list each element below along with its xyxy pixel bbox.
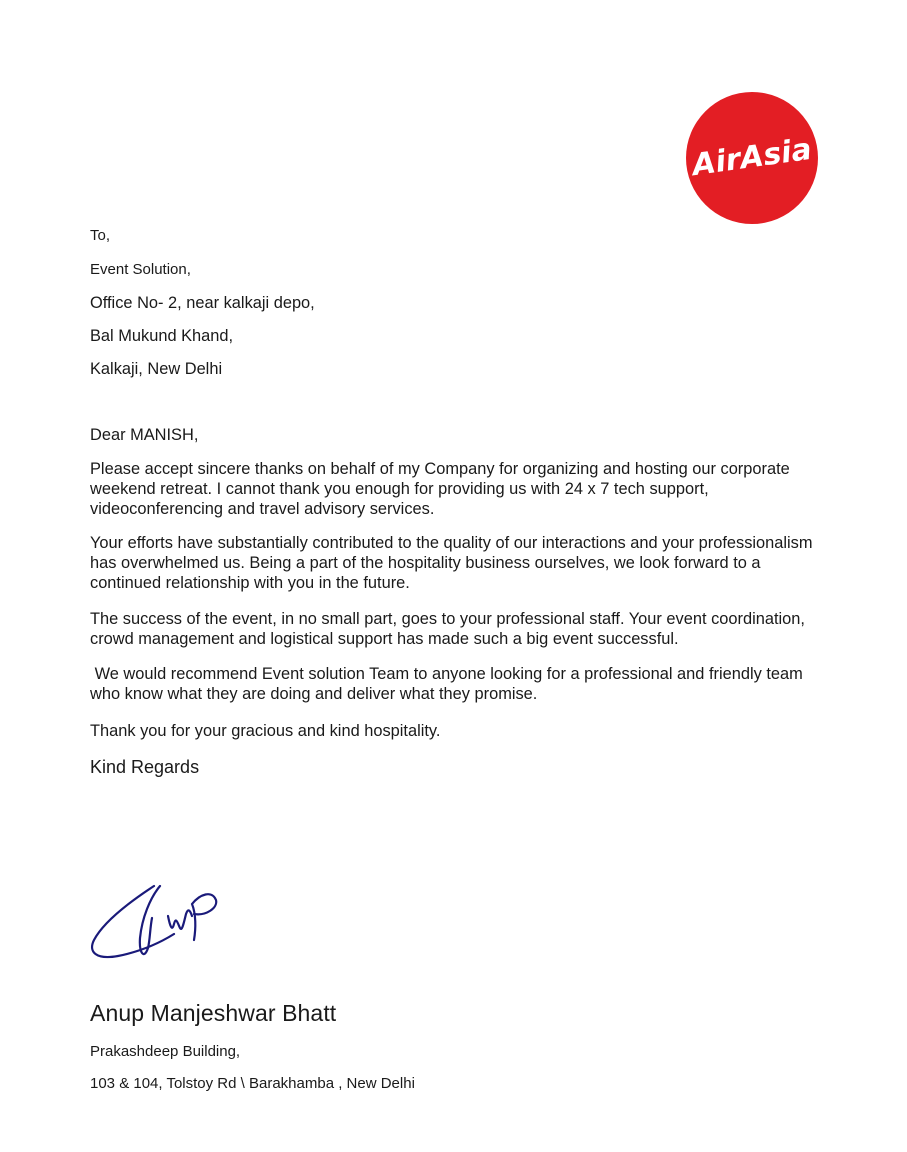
signature xyxy=(88,878,248,968)
sender-address-line-2: 103 & 104, Tolstoy Rd \ Barakhamba , New Delhi xyxy=(90,1075,415,1092)
sender-name: Anup Manjeshwar Bhatt xyxy=(90,1000,337,1026)
recipient-address-line-2: Bal Mukund Khand, xyxy=(90,327,234,345)
closing: Kind Regards xyxy=(90,757,200,777)
recipient-address-line-3: Kalkaji, New Delhi xyxy=(90,360,223,378)
paragraph-4: We would recommend Event solution Team to anyone looking for a professional and friendly team who know what they are doing and deliver what they promise. xyxy=(90,665,808,703)
thanks-line: Thank you for your gracious and kind hospitality. xyxy=(90,722,441,740)
signature-graphic xyxy=(88,878,248,968)
airasia-logo xyxy=(686,92,818,224)
paragraph-2: Your efforts have substantially contributed to the quality of our interactions and your professionalism has overwhelmed us. Being a part of the hospitality business ourselves, we look forward to a continued relationship with you in the future. xyxy=(90,534,813,592)
to-label: To, xyxy=(90,227,111,244)
paragraph-3: The success of the event, in no small part, goes to your professional staff. Your event coordination, crowd management and logistical support has made such a big event successful. xyxy=(90,610,805,648)
sender-address-line-1: Prakashdeep Building, xyxy=(90,1043,241,1060)
salutation: Dear MANISH, xyxy=(90,426,199,444)
paragraph-1: Please accept sincere thanks on behalf of my Company for organizing and hosting our corporate weekend retreat. I cannot thank you enough for providing us with 24 x 7 tech support, videoconferencing and travel advisory services. xyxy=(90,460,790,518)
recipient-address-line-1: Office No- 2, near kalkaji depo, xyxy=(90,294,315,312)
airasia-logo-graphic xyxy=(686,92,818,224)
logo-text: AirAsia xyxy=(690,131,814,184)
recipient-name: Event Solution, xyxy=(90,261,191,278)
